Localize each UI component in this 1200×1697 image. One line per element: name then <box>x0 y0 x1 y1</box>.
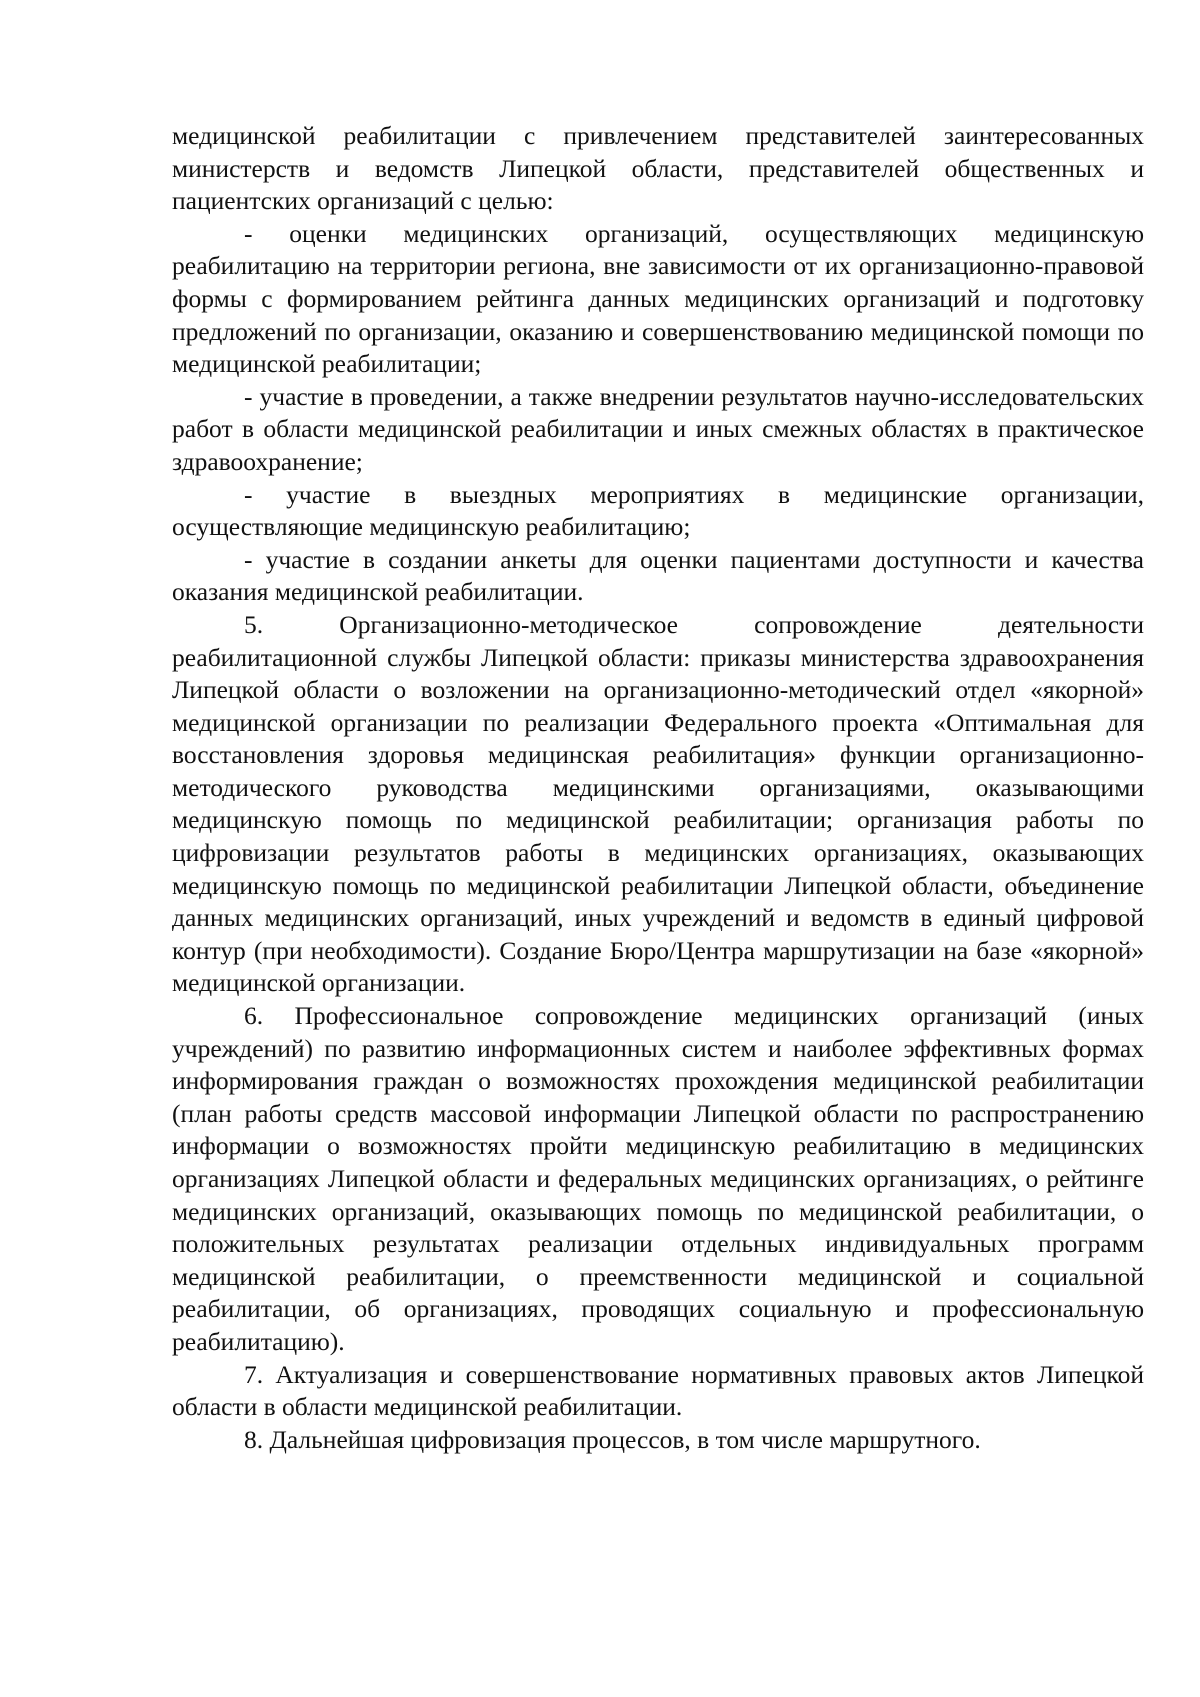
document-body <box>172 120 1144 1456</box>
paragraph-bullet-field-events: - участие в выездных мероприятиях в медицинские организации, осуществляющие медицинскую реабилитацию; <box>172 479 1144 542</box>
paragraph-bullet-research: - участие в проведении, а также внедрении результатов научно-исследовательских работ в области медицинской реабилитации и иных смежных областях в практическое здравоохранение; <box>172 381 1144 476</box>
paragraph-item-7: 7. Актуализация и совершенствование нормативных правовых актов Липецкой области в области медицинской реабилитации. <box>172 1359 1144 1422</box>
paragraph-item-6: 6. Профессиональное сопровождение медицинских организаций (иных учреждений) по развитию информационных систем и наиболее эффективных формах информирования граждан о возможностях прохождения медицинской реабилитации (план работы средств массовой информации Липецкой области по распространению информации о возможностях пройти медицинскую реабилитацию в медицинских организациях Липецкой области и федеральных медицинских организациях, о рейтинге медицинских организаций, оказывающих помощь по медицинской реабилитации, о положительных результатах реализации отдельных индивидуальных программ медицинской реабилитации, о преемственности медицинской и социальной реабилитации, об организациях, проводящих социальную и профессиональную реабилитацию). <box>172 1001 1144 1356</box>
paragraph-item-5: 5. Организационно-методическое сопровождение деятельности реабилитационной службы Липецкой области: приказы министерства здравоохранения Липецкой области о возложении на организационно-методический отдел «якорной» медицинской организации по реализации Федерального проекта «Оптимальная для восстановления здоровья медицинская реабилитация» функции организационно-методического руководства медицинскими организациями, оказывающими медицинскую помощь по медицинской реабилитации; организация работы по цифровизации результатов работы в медицинских организациях, оказывающих медицинскую помощь по медицинской реабилитации Липецкой области, объединение данных медицинских организаций, иных учреждений и ведомств в единый цифровой контур (при необходимости). Создание Бюро/Центра маршрутизации на базе «якорной» медицинской организации. <box>172 609 1144 998</box>
paragraph-item-8: 8. Дальнейшая цифровизация процессов, в том числе маршрутного. <box>244 1424 981 1454</box>
paragraph-bullet-evaluation: - оценки медицинских организаций, осуществляющих медицинскую реабилитацию на территории региона, вне зависимости от их организационно-правовой формы с формированием рейтинга данных медицинских организаций и подготовку предложений по организации, оказанию и совершенствованию медицинской помощи по медицинской реабилитации; <box>172 218 1144 379</box>
paragraph-continuation: медицинской реабилитации с привлечением представителей заинтересованных министерств и ведомств Липецкой области, представителей общественных и пациентских организаций с целью: <box>172 121 1144 216</box>
paragraph-bullet-survey: - участие в создании анкеты для оценки пациентами доступности и качества оказания медицинской реабилитации. <box>172 544 1144 607</box>
